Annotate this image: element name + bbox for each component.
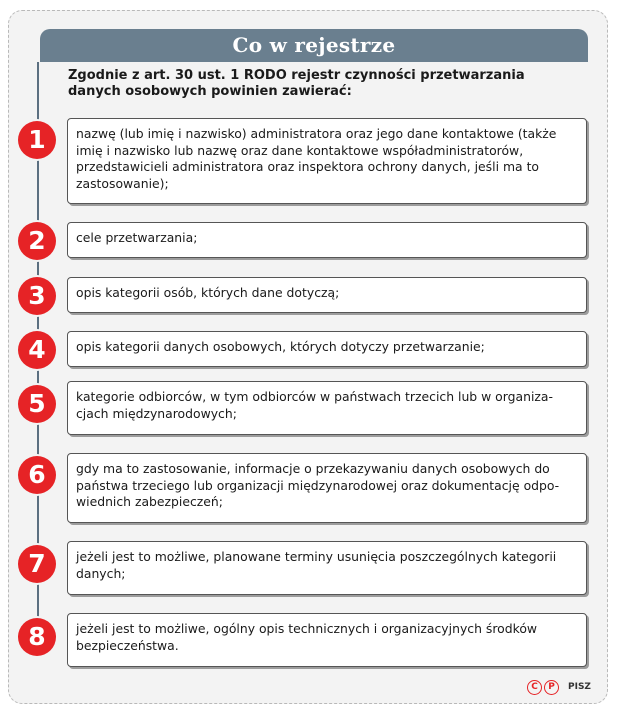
- item-text-box: nazwę (lub imię i nazwisko) administratora oraz jego dane kontaktowe (także imię i nazwisko lub nazwę oraz dane kontaktowe współadministratorów, przedstawicieli administratora oraz inspektora ochrony danych, jeśli ma to zastosowanie);: [67, 118, 587, 204]
- item-number-badge: 6: [18, 456, 56, 494]
- intro-text: Zgodnie z art. 30 ust. 1 RODO rejestr czynności przetwarzania danych osobowych powinien zawierać:: [68, 68, 525, 99]
- item-number-badge: 1: [18, 121, 56, 159]
- item-number-badge: 7: [18, 545, 56, 583]
- item-text-box: cele przetwarzania;: [67, 222, 587, 258]
- item-text-box: gdy ma to zastosowanie, informacje o przekazywaniu danych osobowych do państwa trzeciego lub organizacji międzynarodowej oraz dokumentację odpo-wiednich zabezpieczeń;: [67, 453, 587, 523]
- item-text-box: opis kategorii danych osobowych, których dotyczy przetwarzanie;: [67, 331, 587, 367]
- item-number-badge: 3: [18, 277, 56, 315]
- publisher-logo: [527, 680, 559, 695]
- author-credit: PISZ: [568, 682, 591, 692]
- item-number-badge: 5: [18, 385, 56, 423]
- item-number-badge: 2: [18, 222, 56, 260]
- item-text-box: jeżeli jest to możliwe, planowane terminy usunięcia poszczególnych kategorii danych;: [67, 541, 587, 595]
- logo-letter: C: [527, 680, 542, 695]
- item-text-box: kategorie odbiorców, w tym odbiorców w państwach trzecich lub w organiza-cjach międzynarodowych;: [67, 381, 587, 435]
- logo-letter: P: [544, 680, 559, 695]
- item-text-box: jeżeli jest to możliwe, ogólny opis technicznych i organizacyjnych środków bezpieczeństwa.: [67, 613, 587, 667]
- item-text-box: opis kategorii osób, których dane dotyczą;: [67, 277, 587, 313]
- page-title: Co w rejestrze: [40, 29, 588, 62]
- item-number-badge: 4: [18, 331, 56, 369]
- item-number-badge: 8: [18, 618, 56, 656]
